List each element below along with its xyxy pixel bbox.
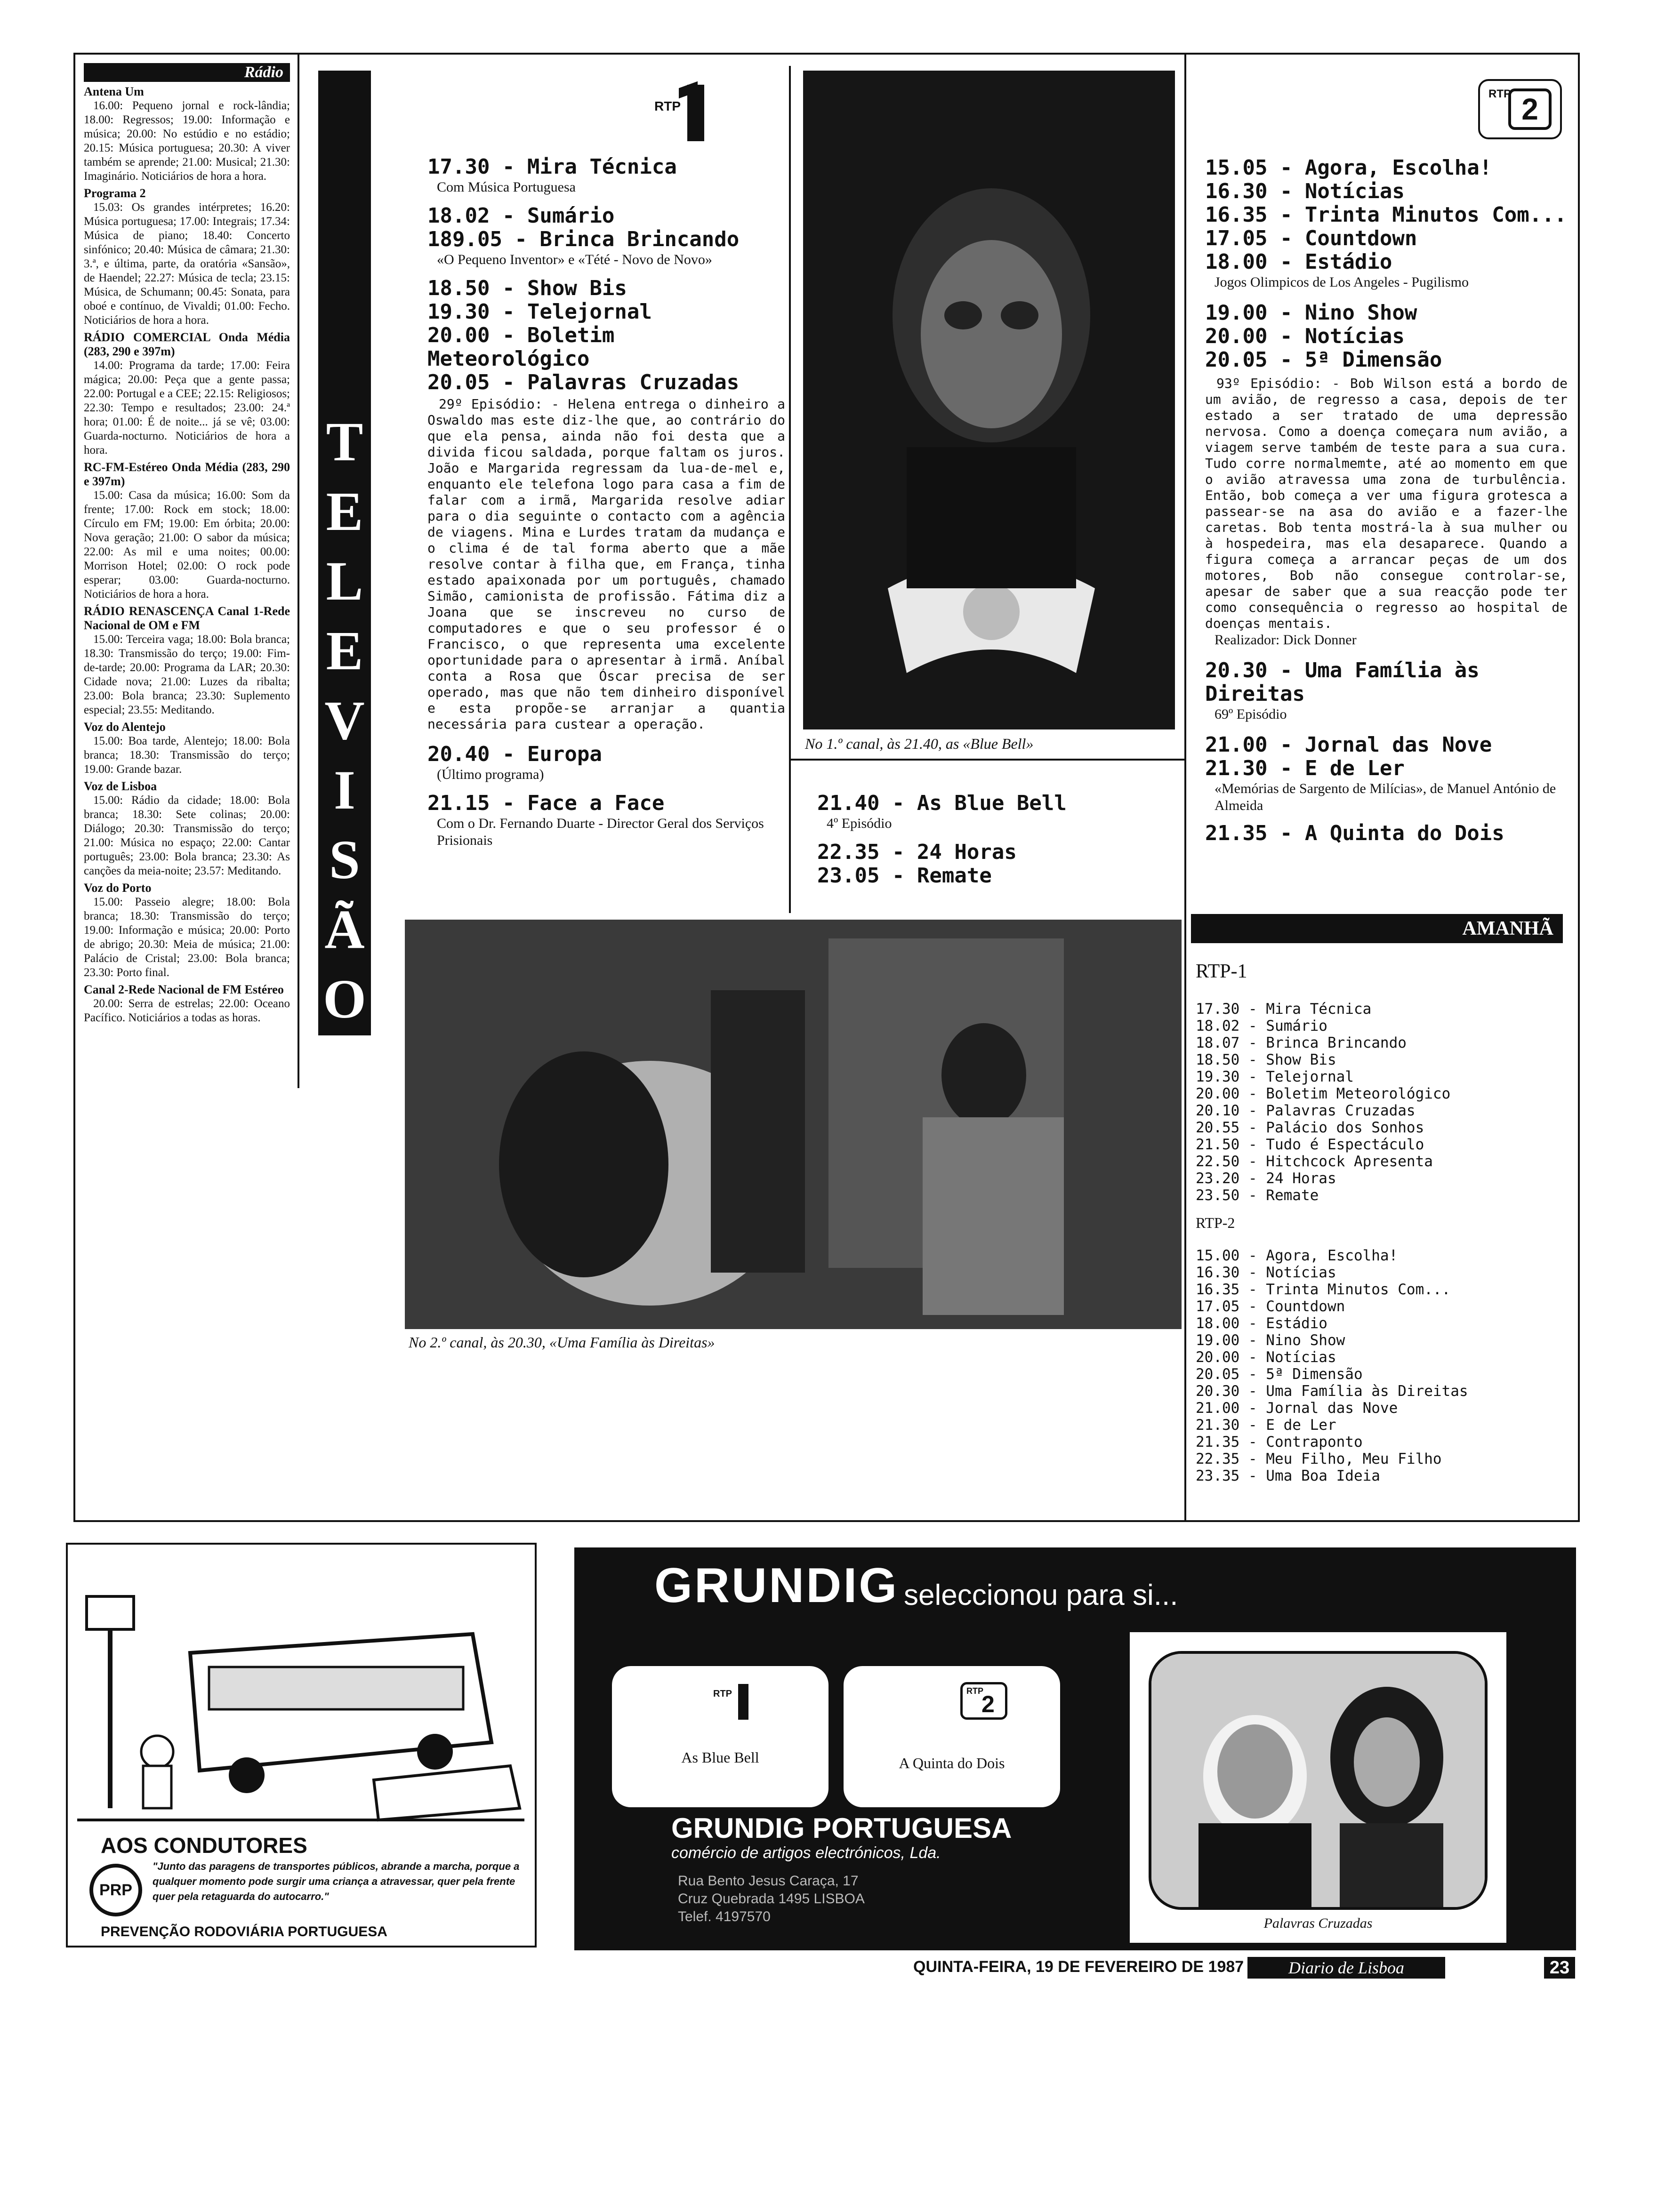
- list-item: 19.00 - Nino Show: [1196, 1332, 1345, 1349]
- radio-station-listing: 15.00: Boa tarde, Alentejo; 18.00: Bola branca; 18.30: Transmissão do terço; 19.00: Grande bazar.: [84, 735, 290, 776]
- list-item: 20.55 - Palácio dos Sonhos: [1196, 1119, 1424, 1136]
- list-item: 20.00 - Notícias: [1196, 1349, 1336, 1366]
- radio-station-name: RC-FM-Estéreo Onda Média (283, 290 e 397m): [84, 460, 290, 488]
- list-item: 18.00 - Estádio: [1196, 1315, 1327, 1332]
- list-item: 23.20 - 24 Horas: [1196, 1170, 1336, 1187]
- grundig-phone: Telef. 4197570: [678, 1909, 771, 1924]
- radio-divider: [298, 53, 299, 1088]
- radio-station-name: Voz de Lisboa: [84, 779, 157, 793]
- rtp2-quinta-title: 21.35 - A Quinta do Dois: [1205, 821, 1504, 845]
- palavras-photo-art: [1151, 1654, 1486, 1908]
- radio-station-listing: 14.00: Programa da tarde; 17.00: Feira mágica; 20.00: Peça que a gente passa; 22.00: Portugal e a CEE; 22.15: Religiosos; 22.30: Tempo e resultados; 23.00: 24.ª hora; 01.00: É de noite... já se vê; 03.00: Guarda-nocturno. Noticiários de hora a hora.: [84, 359, 290, 457]
- grundig-brand: GRUNDIG: [654, 1558, 899, 1613]
- grundig-photo-panel: [1130, 1632, 1506, 1943]
- television-letter: Ã: [324, 898, 365, 960]
- rtp2-familia-sub: 69º Episódio: [1215, 706, 1287, 722]
- list-item: 23.50 - Remate: [1196, 1187, 1319, 1204]
- grundig-tagline: seleccionou para si...: [904, 1579, 1178, 1611]
- footer-date: QUINTA-FEIRA, 19 DE FEVEREIRO DE 1987: [913, 1958, 1244, 1976]
- radio-station-name: RÁDIO RENASCENÇA Canal 1-Rede Nacional de OM e FM: [84, 604, 290, 632]
- grundig-tv-photo: [1149, 1651, 1488, 1910]
- tv2-logo: [960, 1682, 1007, 1720]
- program-title: 17.05 - Countdown: [1205, 226, 1417, 250]
- program-title: 21.30 - E de Ler: [1205, 756, 1405, 780]
- rtp1-divider: [789, 66, 791, 913]
- rtp2-episode-text: 93º Episódio: - Bob Wilson está a bordo de um avião, de regresso a casa, depois de ter estado a ser tratado de uma depressão nervosa. Como a doença começara num avião, a viagem serve também de teste para a sua cura. Tudo corre normalmemte, até ao momento em que o avião atravessa uma zona de turbulência. Então, bob começa a ver uma figura grotesca a passear-se na asa do avião e a fazer-lhe caretas. Bob tenta mostrá-la à sua mulher ou à hospedeira, mas ela desaparece. Quando a figura começa a arrancar peças de um dos motores, Bob não consegue controlar-se, apesar de saber que a sua reacção pode ter como consequência o regresso ao hospital de doenças mentais.: [1205, 376, 1568, 631]
- list-item: 21.35 - Contraponto: [1196, 1434, 1363, 1451]
- list-item: 22.50 - Hitchcock Apresenta: [1196, 1153, 1433, 1170]
- blue-bell-photo-art: [803, 71, 1175, 729]
- blue-bell-photo: [803, 71, 1175, 729]
- program-title: 189.05 - Brinca Brincando: [427, 227, 740, 251]
- grundig-advertisement: [574, 1547, 1576, 1950]
- program-title: 22.35 - 24 Horas: [817, 840, 1017, 864]
- caption-rule: [789, 759, 1184, 761]
- amanha-rtp1-list: [1196, 1001, 1450, 1204]
- rtp2-estadio-sub: Jogos Olimpicos de Los Angeles - Pugilismo: [1215, 274, 1469, 290]
- tv2-logo-text: RTP: [966, 1686, 983, 1696]
- list-item: 20.00 - Boletim Meteorológico: [1196, 1085, 1451, 1102]
- amanha-rtp2-label: RTP-2: [1196, 1214, 1235, 1231]
- program-title: 18.02 - Sumário: [427, 204, 615, 228]
- program-title: 19.00 - Nino Show: [1205, 301, 1417, 325]
- program-title: 20.40 - Europa: [427, 742, 602, 766]
- grundig-address-line2: Cruz Quebrada 1495 LISBOA: [678, 1891, 865, 1907]
- list-item: 19.30 - Telejornal: [1196, 1068, 1354, 1085]
- program-subtitle: «O Pequeno Inventor» e «Tété - Novo de Novo»: [437, 252, 712, 267]
- tv-screen-1: [612, 1666, 828, 1807]
- radio-station-name: Voz do Alentejo: [84, 720, 166, 734]
- radio-station-listing: 20.00: Serra de estrelas; 22.00: Oceano Pacífico. Noticiários a todas as horas.: [84, 997, 290, 1024]
- program-title: 19.30 - Telejornal: [427, 300, 652, 324]
- television-letter: T: [326, 411, 363, 473]
- radio-station-name: Antena Um: [84, 85, 144, 98]
- list-item: 18.07 - Brinca Brincando: [1196, 1034, 1407, 1051]
- radio-station-listing: 16.00: Pequeno jornal e rock-lândia; 18.00: Regressos; 19.00: Informação e música; 20.00: No estúdio e no estádio; 20.15: Música portuguesa; 20.30: A viver também se aprende; 21.00: Musical; 21.30: Imaginário. Noticiários de hora a hora.: [84, 99, 290, 183]
- tv2-label: A Quinta do Dois: [899, 1755, 1005, 1771]
- television-letter: E: [326, 620, 363, 681]
- list-item: 21.30 - E de Ler: [1196, 1417, 1336, 1434]
- list-item: 23.35 - Uma Boa Ideia: [1196, 1467, 1380, 1484]
- blue-bell-caption: No 1.º canal, às 21.40, as «Blue Bell»: [805, 735, 1034, 752]
- rtp1-schedule: [427, 155, 785, 849]
- radio-column: [84, 63, 290, 1025]
- program-title: 20.00 - Notícias: [1205, 324, 1405, 348]
- television-letter: O: [323, 968, 366, 1030]
- program-title: 18.00 - Estádio: [1205, 250, 1392, 274]
- grundig-address-line1: Rua Bento Jesus Caraça, 17: [678, 1873, 859, 1889]
- program-title: 20.00 - Boletim Meteorológico: [427, 323, 615, 371]
- radio-header: Rádio: [84, 63, 290, 82]
- rtp2-divider: [1184, 53, 1186, 1522]
- radio-station-name: RÁDIO COMERCIAL Onda Média (283, 290 e 397m): [84, 330, 290, 358]
- radio-station-name: Programa 2: [84, 186, 146, 200]
- prp-org: PREVENÇÃO RODOVIÁRIA PORTUGUESA: [101, 1924, 387, 1940]
- program-title: 15.05 - Agora, Escolha!: [1205, 156, 1492, 180]
- list-item: 20.05 - 5ª Dimensão: [1196, 1366, 1363, 1383]
- television-letter: L: [326, 550, 363, 612]
- program-subtitle: Com Música Portuguesa: [437, 179, 576, 195]
- newspaper-name: Diario de Lisboa: [1247, 1957, 1445, 1979]
- prp-quote: "Junto das paragens de transportes públicos, abrande a marcha, porque a qualquer momento pode surgir uma criança a atravessar, quer pela frente quer pela retaguarda do autocarro.": [153, 1860, 520, 1902]
- rtp2-logo-text: RTP: [1488, 88, 1511, 100]
- list-item: 18.50 - Show Bis: [1196, 1051, 1336, 1068]
- prp-logo: PRP: [89, 1864, 142, 1916]
- television-letter: E: [326, 481, 363, 542]
- list-item: 21.50 - Tudo é Espectáculo: [1196, 1136, 1424, 1153]
- program-title: 16.35 - Trinta Minutos Com...: [1205, 203, 1567, 227]
- radio-station-listing: 15.03: Os grandes intérpretes; 16.20: Música portuguesa; 17.00: Integrais; 17.34: Música de piano; 18.40: Concerto sinfónico; 20.40: Música de câmara; 21.30: 3.ª, e última, parte, da oratória «Sansão», de Haendel; 22.27: Música de tecla; 23.15: Música, de Schumann; 00.45: Sonata, para oboé e contínuo, de Vivaldi; 01.00: Fecho. Noticiários de hora a hora.: [84, 201, 290, 327]
- tv2-logo-numeral: 2: [981, 1691, 995, 1717]
- tv1-logo-numeral: [738, 1684, 748, 1720]
- list-item: 20.30 - Uma Família às Direitas: [1196, 1383, 1468, 1400]
- list-item: 17.30 - Mira Técnica: [1196, 1001, 1372, 1018]
- rtp2-familia-title: 20.30 - Uma Família às Direitas: [1205, 658, 1480, 706]
- amanha-rtp2-list: [1196, 1247, 1468, 1484]
- program-title: 18.50 - Show Bis: [427, 276, 627, 300]
- program-title: 20.05 - 5ª Dimensão: [1205, 348, 1442, 372]
- tv1-logo-text: RTP: [713, 1689, 732, 1699]
- television-letter: I: [334, 759, 355, 821]
- bus-illustration: [68, 1545, 535, 1827]
- familia-caption: No 2.º canal, às 20.30, «Uma Família às Direitas»: [409, 1334, 715, 1351]
- familia-photo: [405, 920, 1182, 1329]
- rtp2-logo-numeral: 2: [1508, 88, 1552, 130]
- program-subtitle: 4º Episódio: [827, 816, 892, 831]
- list-item: 18.02 - Sumário: [1196, 1018, 1327, 1034]
- list-item: 15.00 - Agora, Escolha!: [1196, 1247, 1398, 1264]
- radio-listings: [84, 85, 290, 1025]
- amanha-rtp1-label: RTP-1: [1196, 961, 1247, 982]
- program-title: 21.40 - As Blue Bell: [817, 791, 1067, 815]
- radio-station-listing: 15.00: Rádio da cidade; 18.00: Bola branca; 18.30: Sete colinas; 20.00: Diálogo; 20.30: Transmissão do terço; 21.00: Música no espaço; 22.00: Cantar português; 23.00: Bola branca; 23.30: As canções da meia-noite; 23.57: Meditando.: [84, 794, 290, 877]
- prp-heading: AOS CONDUTORES: [101, 1833, 307, 1858]
- television-letter: S: [329, 829, 360, 890]
- radio-station-listing: 15.00: Terceira vaga; 18.00: Bola branca; 18.30: Transmissão do terço; 19.00: Fim-de-tarde; 20.00: Programa da LAR; 20.30: Cidade nova; 21.00: Luzes da ribalta; 23.00: Bola branca; 23.30: Suplemento especial; 23.55: Meditando.: [84, 633, 290, 716]
- program-title: 21.00 - Jornal das Nove: [1205, 733, 1492, 757]
- rtp1-logo: [654, 75, 758, 141]
- list-item: 22.35 - Meu Filho, Meu Filho: [1196, 1451, 1442, 1467]
- rtp2-schedule: [1205, 156, 1568, 845]
- rtp1-episode-text: 29º Episódio: - Helena entrega o dinheiro a Oswaldo mas este diz-lhe que, ao contrário do que ela pensa, ainda não foi desta que a divida ficou saldada, porque faltam os juros. João e Margarida regressam da lua-de-mel e, enquanto ele telefona logo para casa a fim de falar com a irmã, Margarida resolve adiar para o dia seguinte o contacto com a agência de viagens. Mina e Lurdes tratam da mudança e o clima é de tal forma aberto que a mãe resolve contar à filha que, em França, tinha estado apaixonada por um português, chamado Simão, camionista de profissão. Fátima diz a Joana que se inscreveu no curso de computadores e que o seu professor é o Francisco, o que representa uma excelente oportunidade para o apresentar à irmã. Aníbal conta a Rosa que Óscar precisa de ser operado, mas que não tem dinheiro disponível e esta propõe-se arranjar a quantia necessária para custear a operação.: [427, 396, 785, 732]
- amanha-header: AMANHÃ: [1191, 914, 1563, 943]
- list-item: 21.00 - Jornal das Nove: [1196, 1400, 1398, 1417]
- radio-station-name: Voz do Porto: [84, 881, 152, 895]
- program-title: 20.05 - Palavras Cruzadas: [427, 370, 740, 394]
- television-letter: V: [324, 689, 365, 751]
- list-item: 20.10 - Palavras Cruzadas: [1196, 1102, 1416, 1119]
- grundig-company: GRUNDIG PORTUGUESA: [671, 1812, 1012, 1844]
- familia-photo-art: [405, 920, 1182, 1329]
- grundig-address: [678, 1872, 865, 1926]
- list-item: 16.30 - Notícias: [1196, 1264, 1336, 1281]
- radio-station-listing: 15.00: Passeio alegre; 18.00: Bola branca; 18.30: Transmissão do terço; 19.00: Informação e música; 20.00: Porto de abrigo; 20.30: Meia de música; 21.00: Palácio de Cristal; 23.00: Bola branca; 23.30: Porto final.: [84, 896, 290, 979]
- program-title: 21.15 - Face a Face: [427, 791, 665, 815]
- page-number: 23: [1544, 1957, 1575, 1979]
- program-title: 23.05 - Remate: [817, 864, 992, 888]
- prp-advertisement: [66, 1543, 537, 1948]
- list-item: 17.05 - Countdown: [1196, 1298, 1345, 1315]
- list-item: 16.35 - Trinta Minutos Com...: [1196, 1281, 1451, 1298]
- radio-station-name: Canal 2-Rede Nacional de FM Estéreo: [84, 983, 284, 996]
- rtp1-late-schedule: [817, 792, 1175, 888]
- program-subtitle: (Último programa): [437, 767, 544, 782]
- radio-station-listing: 15.00: Casa da música; 16.00: Som da frente; 17.00: Rock em stock; 18.00: Círculo em FM; 19.00: Em órbita; 20.00: Nova geração; 21.00: O sabor da música; 22.00: As mil e uma noites; 00.00: Morrison Hotel; 02.00: O rock pode esperar; 03.00: Guarda-nocturno. Noticiários de hora a hora.: [84, 489, 290, 601]
- rtp2-director: Realizador: Dick Donner: [1215, 632, 1357, 648]
- rtp1-logo-text: RTP: [654, 99, 681, 113]
- tv-screen-2: [844, 1666, 1060, 1807]
- grundig-photo-caption: Palavras Cruzadas: [1263, 1915, 1373, 1931]
- grundig-company-sub: comércio de artigos electrónicos, Lda.: [671, 1844, 941, 1862]
- program-title: 17.30 - Mira Técnica: [427, 155, 677, 179]
- program-title: 16.30 - Notícias: [1205, 179, 1405, 203]
- program-subtitle: Com o Dr. Fernando Duarte - Director Geral dos Serviços Prisionais: [437, 816, 764, 848]
- program-subtitle: «Memórias de Sargento de Milícias», de Manuel António de Almeida: [1215, 781, 1556, 813]
- rtp2-logo: [1478, 79, 1562, 139]
- tv1-label: As Blue Bell: [681, 1749, 759, 1766]
